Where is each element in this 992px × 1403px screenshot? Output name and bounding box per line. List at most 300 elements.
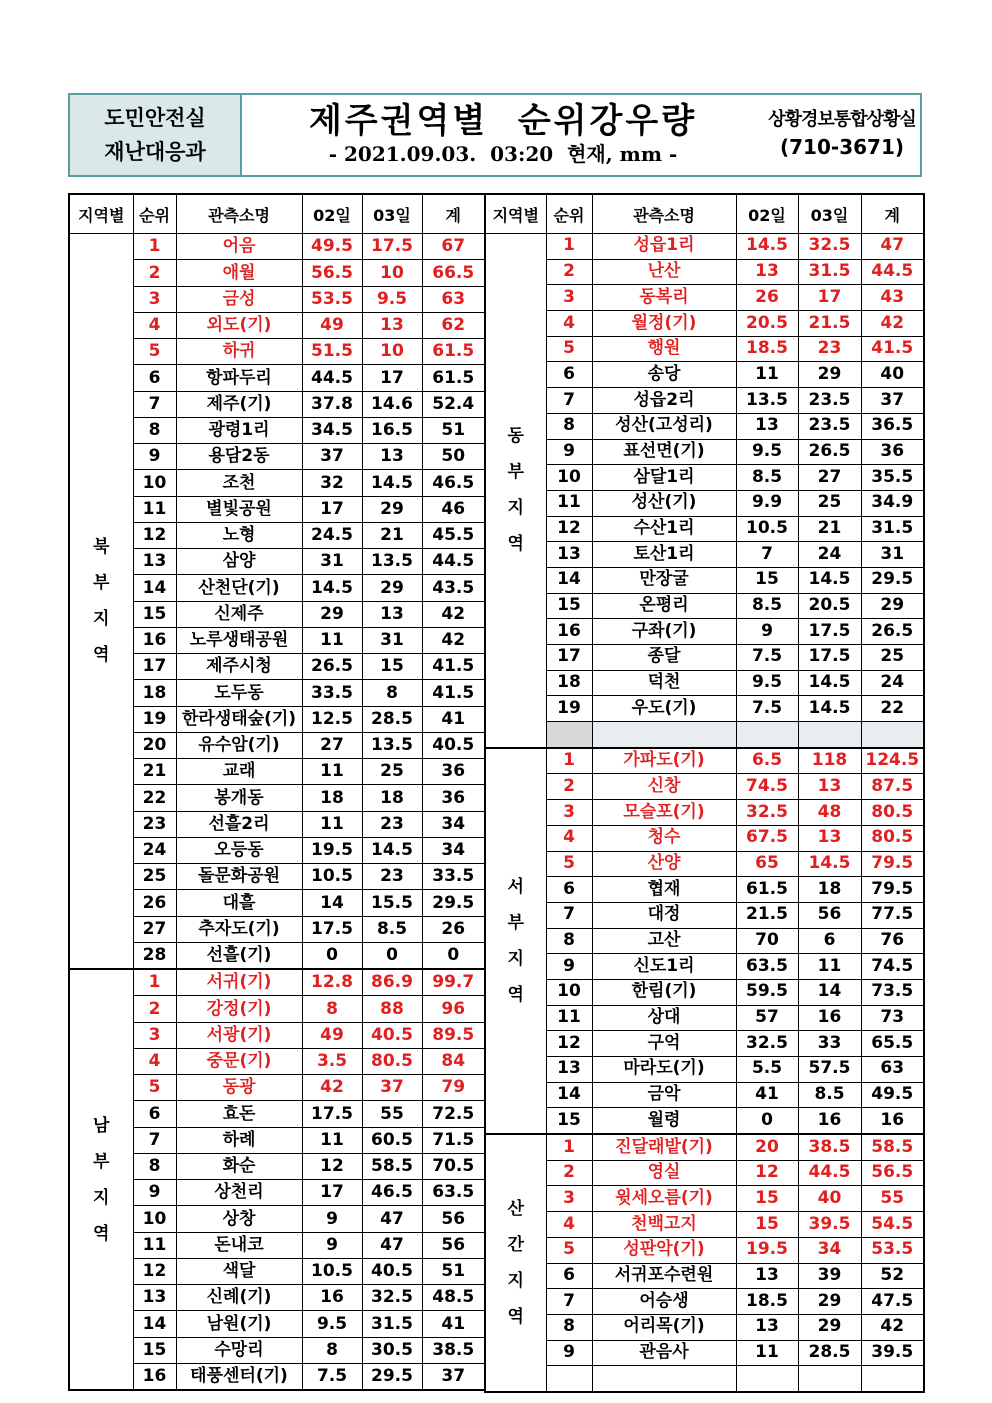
station-cell: 동광 [176,1075,302,1101]
day02-cell: 10.5 [302,1258,362,1284]
rank-cell: 17 [546,645,592,671]
day03-cell: 39.5 [798,1212,861,1238]
total-cell: 56 [422,1232,485,1258]
day03-cell: 25 [798,490,861,516]
total-cell: 52.4 [422,391,485,417]
station-cell: 관음사 [592,1340,736,1366]
table-row [485,567,924,593]
station-cell: 서귀(기) [176,969,302,996]
region-label [69,969,133,1390]
day02-cell: 6.5 [736,748,798,774]
rank-cell: 23 [133,811,176,837]
day02-cell: 57 [736,1005,798,1031]
total-cell: 37 [422,1363,485,1390]
total-cell: 22 [861,696,924,722]
day02-cell: 11 [736,362,798,388]
station-cell: 삼양 [176,549,302,575]
day02-cell: 74.5 [736,774,798,800]
rank-cell: 16 [546,619,592,645]
station-cell: 색달 [176,1258,302,1284]
day03-cell: 47 [362,1206,422,1232]
station-cell: 산천단(기) [176,575,302,601]
station-cell: 상대 [592,1005,736,1031]
table-row [485,1237,924,1263]
total-cell: 54.5 [861,1212,924,1238]
day03-cell: 13.5 [362,732,422,758]
department-box [70,95,242,175]
day03-cell: 26.5 [798,439,861,465]
total-cell: 37 [861,388,924,414]
table-row [485,336,924,362]
rank-cell: 8 [133,1153,176,1179]
day02-cell: 17.5 [302,916,362,942]
day02-cell: 15 [736,567,798,593]
rank-cell: 2 [546,774,592,800]
day03-cell: 17 [362,365,422,391]
station-cell: 추자도(기) [176,916,302,942]
day03-cell: 24 [798,542,861,568]
rank-cell: 5 [546,1237,592,1263]
station-cell: 송당 [592,362,736,388]
station-cell: 상천리 [176,1180,302,1206]
day03-cell: 40 [798,1186,861,1212]
day02-cell: 9.9 [736,490,798,516]
rank-cell: 12 [546,1031,592,1057]
day02-cell: 9.5 [736,439,798,465]
col-total: 계 [422,194,485,234]
day02-cell: 19.5 [302,837,362,863]
total-cell: 43 [861,285,924,311]
total-cell: 56.5 [861,1160,924,1186]
station-cell: 신도1리 [592,954,736,980]
total-cell: 77.5 [861,902,924,928]
day03-cell: 15.5 [362,890,422,916]
rank-cell: 8 [546,1314,592,1340]
day03-cell: 57.5 [798,1057,861,1083]
total-cell: 89.5 [422,1022,485,1048]
region-char: 역 [93,645,110,665]
day03-cell: 23 [798,336,861,362]
station-cell: 온평리 [592,593,736,619]
rank-cell: 4 [133,312,176,338]
office-phone: (710-3671) [780,135,904,159]
day03-cell: 88 [362,996,422,1022]
rank-cell: 8 [546,928,592,954]
rank-cell: 19 [546,696,592,722]
empty-cell [592,1366,736,1392]
table-row [485,670,924,696]
station-cell: 어승생 [592,1289,736,1315]
day03-cell: 29 [798,1314,861,1340]
station-cell: 마라도(기) [592,1057,736,1083]
rank-cell: 28 [133,942,176,969]
day03-cell: 13 [798,774,861,800]
table-row [485,1082,924,1108]
total-cell: 76 [861,928,924,954]
rank-cell: 18 [133,680,176,706]
day02-cell: 0 [736,1108,798,1134]
rank-cell: 6 [546,877,592,903]
total-cell: 42 [861,1314,924,1340]
day03-cell: 16.5 [362,417,422,443]
rank-cell: 18 [546,670,592,696]
station-cell: 금악 [592,1082,736,1108]
station-cell: 구좌(기) [592,619,736,645]
rank-cell: 5 [546,336,592,362]
station-cell: 모슬포(기) [592,800,736,826]
total-cell: 55 [861,1186,924,1212]
total-cell: 80.5 [861,800,924,826]
day02-cell: 7.5 [736,696,798,722]
day03-cell: 18 [798,877,861,903]
total-cell: 74.5 [861,954,924,980]
day03-cell: 56 [798,902,861,928]
rank-cell: 7 [546,388,592,414]
station-cell: 서귀포수련원 [592,1263,736,1289]
day02-cell: 37 [302,444,362,470]
day03-cell: 31.5 [798,259,861,285]
station-cell: 상창 [176,1206,302,1232]
total-cell: 70.5 [422,1153,485,1179]
day03-cell: 33 [798,1031,861,1057]
station-cell: 중문(기) [176,1048,302,1074]
rank-cell: 2 [133,260,176,286]
day02-cell: 51.5 [302,339,362,365]
day03-cell: 29 [362,575,422,601]
rank-cell: 5 [133,1075,176,1101]
empty-cell [861,722,924,748]
day02-cell: 16 [302,1285,362,1311]
day03-cell: 58.5 [362,1153,422,1179]
day03-cell: 20.5 [798,593,861,619]
total-cell: 67 [422,234,485,260]
station-cell: 어음 [176,234,302,260]
day02-cell: 42 [302,1075,362,1101]
total-cell: 36 [861,439,924,465]
rank-cell: 4 [546,311,592,337]
table-row [485,619,924,645]
rank-cell: 11 [133,1232,176,1258]
table-row [485,490,924,516]
rank-cell: 2 [133,996,176,1022]
day02-cell: 3.5 [302,1048,362,1074]
rank-cell: 13 [546,1057,592,1083]
table-row [485,1289,924,1315]
day03-cell: 17.5 [362,234,422,260]
day03-cell: 25 [362,759,422,785]
day02-cell: 9 [736,619,798,645]
total-cell: 34.9 [861,490,924,516]
table-row [69,969,485,996]
rank-cell: 16 [133,627,176,653]
table-row [485,748,924,774]
day03-cell: 27 [798,465,861,491]
total-cell: 65.5 [861,1031,924,1057]
day02-cell: 20 [736,1134,798,1160]
table-row [485,234,924,260]
day02-cell: 65 [736,851,798,877]
day02-cell: 29 [302,601,362,627]
day03-cell: 40.5 [362,1022,422,1048]
day03-cell: 14.5 [798,670,861,696]
day02-cell: 13 [736,1263,798,1289]
total-cell: 39.5 [861,1340,924,1366]
day02-cell: 41 [736,1082,798,1108]
station-cell: 덕천 [592,670,736,696]
station-cell: 유수암(기) [176,732,302,758]
day03-cell: 18 [362,785,422,811]
total-cell: 41 [422,1311,485,1337]
total-cell: 31.5 [861,516,924,542]
empty-cell [861,1366,924,1392]
total-cell: 56 [422,1206,485,1232]
region-char: 부 [93,1151,110,1172]
rank-cell: 10 [546,465,592,491]
total-cell: 51 [422,417,485,443]
empty-cell [736,1366,798,1392]
day03-cell: 47 [362,1232,422,1258]
region-char: 역 [93,1223,110,1244]
total-cell: 40.5 [422,732,485,758]
day03-cell: 13 [362,312,422,338]
station-cell: 도두동 [176,680,302,706]
total-cell: 44.5 [422,549,485,575]
total-cell: 36 [422,759,485,785]
day02-cell: 9 [302,1232,362,1258]
day03-cell: 14.5 [798,696,861,722]
day02-cell: 11 [736,1340,798,1366]
station-cell: 강정(기) [176,996,302,1022]
total-cell: 72.5 [422,1101,485,1127]
rainfall-table-right [484,193,925,1393]
station-cell: 영실 [592,1160,736,1186]
day02-cell: 11 [302,811,362,837]
blank-row [485,722,924,748]
report-header [68,93,922,177]
table-row [485,954,924,980]
rank-cell: 9 [546,439,592,465]
day03-cell: 38.5 [798,1134,861,1160]
rank-cell: 14 [546,1082,592,1108]
day02-cell: 49.5 [302,234,362,260]
day03-cell: 28.5 [362,706,422,732]
rank-cell: 1 [133,969,176,996]
total-cell: 62 [422,312,485,338]
col-station: 관측소명 [592,194,736,234]
total-cell: 0 [422,942,485,969]
station-cell: 서광(기) [176,1022,302,1048]
total-cell: 96 [422,996,485,1022]
day02-cell: 19.5 [736,1237,798,1263]
table-row [485,902,924,928]
rank-cell: 6 [133,1101,176,1127]
day02-cell: 7 [736,542,798,568]
total-cell: 47.5 [861,1289,924,1315]
table-row [485,1160,924,1186]
table-row [485,851,924,877]
day02-cell: 11 [302,1127,362,1153]
day02-cell: 8 [302,996,362,1022]
region-char: 지 [507,498,524,519]
day02-cell: 18.5 [736,336,798,362]
table-row [485,825,924,851]
day02-cell: 9.5 [302,1311,362,1337]
day02-cell: 34.5 [302,417,362,443]
region-char: 역 [507,984,524,1005]
day03-cell: 14.5 [362,470,422,496]
day02-cell: 13 [736,413,798,439]
rank-cell: 9 [546,1340,592,1366]
station-cell: 노루생태공원 [176,627,302,653]
table-row [485,413,924,439]
table-row [485,1340,924,1366]
station-cell: 성산(고성리) [592,413,736,439]
total-cell: 51 [422,1258,485,1284]
rank-cell: 10 [546,979,592,1005]
day02-cell: 53.5 [302,286,362,312]
day03-cell: 14.6 [362,391,422,417]
day03-cell: 39 [798,1263,861,1289]
day02-cell: 11 [302,759,362,785]
rank-cell: 3 [133,1022,176,1048]
rank-cell: 9 [133,1180,176,1206]
total-cell: 29.5 [861,567,924,593]
region-char: 간 [507,1235,524,1255]
total-cell: 52 [861,1263,924,1289]
region-char: 지 [507,1271,524,1291]
day02-cell: 7.5 [302,1363,362,1390]
day02-cell: 56.5 [302,260,362,286]
rank-cell: 19 [133,706,176,732]
day02-cell: 32.5 [736,1031,798,1057]
table-row [485,645,924,671]
total-cell: 43.5 [422,575,485,601]
day02-cell: 8.5 [736,465,798,491]
table-row [485,1263,924,1289]
day02-cell: 11 [302,627,362,653]
rank-cell: 13 [133,549,176,575]
day03-cell: 6 [798,928,861,954]
day02-cell: 59.5 [736,979,798,1005]
region-char: 지 [93,1187,110,1208]
total-cell: 66.5 [422,260,485,286]
rank-cell: 5 [546,851,592,877]
total-cell: 16 [861,1108,924,1134]
table-row [485,465,924,491]
station-cell: 신례(기) [176,1285,302,1311]
rank-cell: 7 [546,1289,592,1315]
empty-cell [546,1366,592,1392]
col-region: 지역별 [485,194,546,234]
station-cell: 대정 [592,902,736,928]
day03-cell: 23.5 [798,388,861,414]
rank-cell: 12 [546,516,592,542]
station-cell: 성읍1리 [592,234,736,260]
day03-cell: 44.5 [798,1160,861,1186]
day02-cell: 8 [302,1337,362,1363]
day02-cell: 5.5 [736,1057,798,1083]
col-total: 계 [861,194,924,234]
day03-cell: 29 [362,496,422,522]
day03-cell: 13.5 [362,549,422,575]
total-cell: 50 [422,444,485,470]
station-cell: 성읍2리 [592,388,736,414]
station-cell: 조천 [176,470,302,496]
station-cell: 태풍센터(기) [176,1363,302,1390]
day03-cell: 23 [362,811,422,837]
region-char: 동 [507,426,524,447]
station-cell: 행원 [592,336,736,362]
day02-cell: 26.5 [302,654,362,680]
station-cell: 동복리 [592,285,736,311]
office-name: 상황경보통합상황실 [768,109,916,130]
rank-cell: 1 [546,748,592,774]
rank-cell: 9 [546,954,592,980]
total-cell: 26.5 [861,619,924,645]
day02-cell: 49 [302,312,362,338]
rank-cell: 26 [133,890,176,916]
station-cell: 봉개동 [176,785,302,811]
rank-cell: 3 [133,286,176,312]
day02-cell: 12 [302,1153,362,1179]
rank-cell: 15 [546,1108,592,1134]
total-cell: 99.7 [422,969,485,996]
station-cell: 구억 [592,1031,736,1057]
day02-cell: 10.5 [302,864,362,890]
total-cell: 42 [422,627,485,653]
col-day02: 02일 [736,194,798,234]
col-day02: 02일 [302,194,362,234]
station-cell: 월정(기) [592,311,736,337]
day03-cell: 29.5 [362,1363,422,1390]
total-cell: 36 [422,785,485,811]
total-cell: 41.5 [422,680,485,706]
rank-cell: 1 [546,234,592,260]
station-cell: 노형 [176,522,302,548]
total-cell: 79.5 [861,877,924,903]
day02-cell: 49 [302,1022,362,1048]
day03-cell: 13 [362,444,422,470]
station-cell: 돈내코 [176,1232,302,1258]
total-cell: 47 [861,234,924,260]
table-row [485,877,924,903]
total-cell: 42 [422,601,485,627]
station-cell: 한라생태숲(기) [176,706,302,732]
total-cell: 53.5 [861,1237,924,1263]
day03-cell: 86.9 [362,969,422,996]
day02-cell: 15 [736,1212,798,1238]
station-cell: 가파도(기) [592,748,736,774]
page-title: 제주권역별 순위강우량 [308,101,698,141]
rank-cell: 4 [546,1212,592,1238]
rank-cell: 1 [546,1134,592,1160]
day03-cell: 23.5 [798,413,861,439]
day02-cell: 61.5 [736,877,798,903]
day03-cell: 10 [362,339,422,365]
rank-cell: 4 [546,825,592,851]
station-cell: 수망리 [176,1337,302,1363]
station-cell: 별빛공원 [176,496,302,522]
table-header [69,194,485,234]
table-row [69,234,485,260]
rank-cell: 14 [546,567,592,593]
table-row [485,1108,924,1134]
region-char: 서 [507,876,524,897]
total-cell: 35.5 [861,465,924,491]
empty-cell [592,722,736,748]
station-cell: 화순 [176,1153,302,1179]
total-cell: 34 [422,811,485,837]
